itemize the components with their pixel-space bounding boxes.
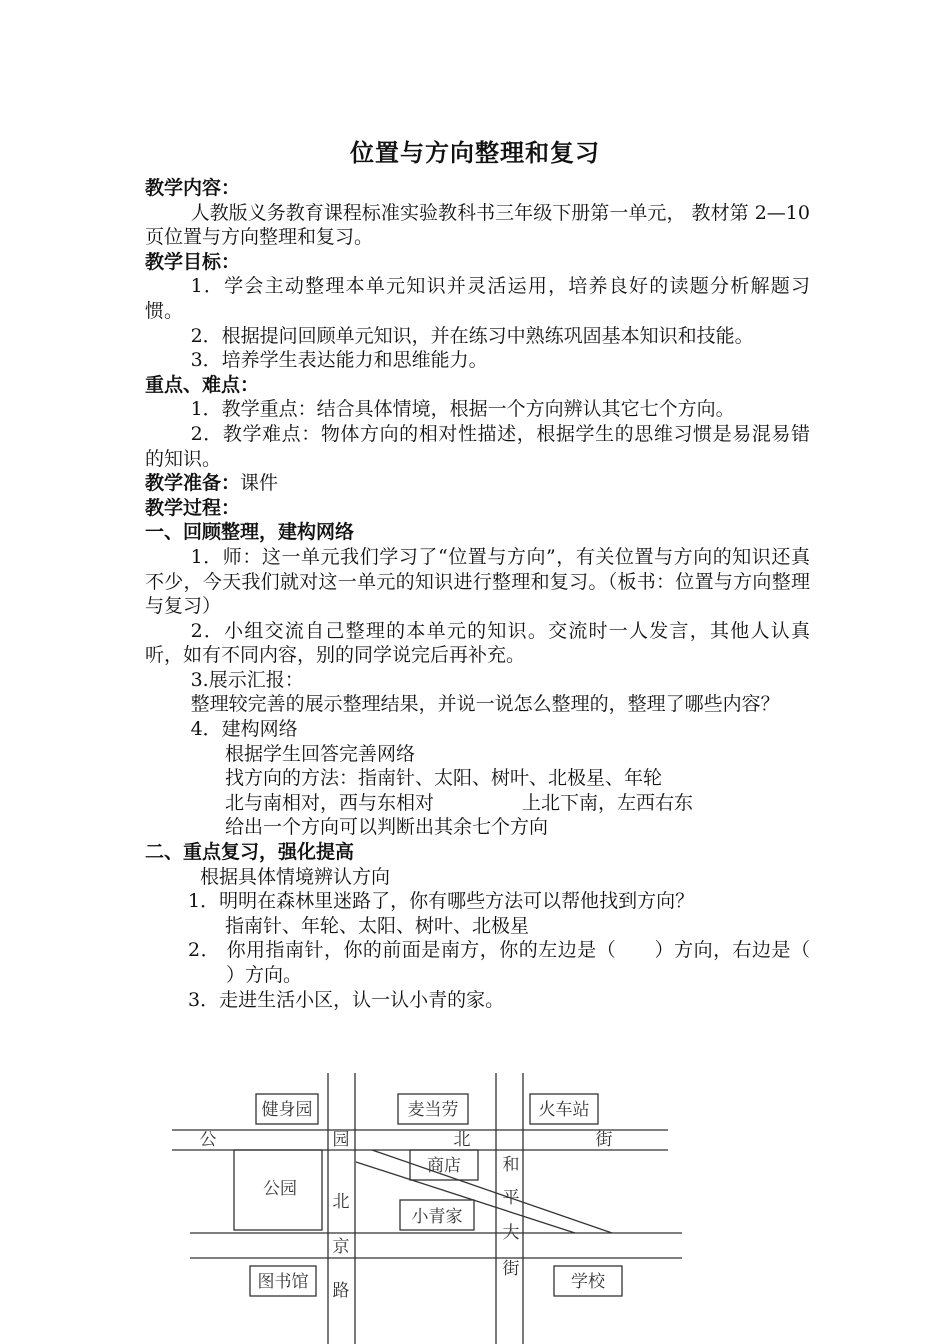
road-char-gong: 公 (199, 1130, 217, 1150)
mcdonalds-label: 麦当劳 (407, 1100, 459, 1120)
heading-part-2: 二、重点复习，强化提高 (145, 841, 355, 864)
gym-label: 健身园 (261, 1100, 313, 1120)
road-char-he: 和 (502, 1155, 520, 1175)
network-opposites: 北与南相对，西与东相对 (225, 791, 435, 814)
content-text: 人教版义务教育课程标准实验教科书三年级下册第一单元， 教材第 2—10 页位置与方向整理和复习。 (145, 201, 810, 249)
part1-item-3-detail: 整理较完善的展示整理结果，并说一说怎么整理的，整理了哪些内容？ (190, 693, 780, 716)
road-char-da: 大 (502, 1223, 520, 1243)
school-label: 学校 (571, 1272, 605, 1292)
xiaoqing-home-label: 小青家 (411, 1207, 463, 1227)
library-label: 图书馆 (257, 1272, 309, 1292)
q2-part-b: ）方向，右边是（ (654, 939, 810, 962)
diagonal-road-top (372, 1150, 612, 1233)
heading-key-points: 重点、难点： (145, 373, 260, 396)
road-char-lu: 路 (332, 1281, 350, 1301)
network-line-4: 给出一个方向可以判断出其余七个方向 (225, 816, 549, 839)
heading-goals: 教学目标： (145, 250, 241, 273)
part1-item-2: 2．小组交流自己整理的本单元的知识。交流时一人发言，其他人认真听，如有不同内容，别的同学说完后再补充。 (145, 619, 810, 667)
road-char-jing: 京 (332, 1237, 350, 1257)
goal-2: 2．根据提问回顾单元知识，并在练习中熟练巩固基本知识和技能。 (190, 324, 754, 347)
shop-label: 商店 (427, 1156, 461, 1176)
heading-process: 教学过程： (145, 496, 241, 519)
part1-item-1: 1．师：这一单元我们学习了“位置与方向”，有关位置与方向的知识还真不少，今天我们就对这一单元的知识进行整理和复习。（板书：位置与方向整理与复习） (145, 545, 810, 618)
goal-3: 3．培养学生表达能力和思维能力。 (190, 349, 488, 372)
goal-1: 1．学会主动整理本单元知识并灵活运用，培养良好的读题分析解题习惯。 (145, 275, 810, 322)
park-label: 公园 (263, 1179, 297, 1199)
part1-item-3: 3.展示汇报： (190, 668, 304, 691)
part1-item-4: 4．建构网络 (190, 718, 298, 741)
part2-answer-1: 指南针、年轮、太阳、树叶、北极星 (225, 914, 530, 937)
part2-intro: 根据具体情境辨认方向 (200, 865, 391, 888)
network-line-2: 找方向的方法：指南针、太阳、树叶、北极星、年轮 (225, 767, 663, 790)
part2-question-1: 1．明明在森林里迷路了，你有哪些方法可以帮他找到方向？ (188, 890, 695, 913)
road-char-bei: 北 (453, 1130, 471, 1150)
road-char-ping: 平 (502, 1188, 520, 1208)
heading-prep: 教学准备： (145, 472, 241, 495)
heading-part-1: 一、回顾整理，建构网络 (145, 521, 355, 544)
road-char-bei2: 北 (332, 1192, 350, 1212)
road-char-jie2: 街 (502, 1259, 520, 1279)
page-title: 位置与方向整理和复习 (350, 138, 600, 167)
key-point-1: 1．教学重点：结合具体情境，根据一个方向辨认其它七个方向。 (190, 398, 735, 421)
key-point-2: 2．教学难点：物体方向的相对性描述，根据学生的思维习惯是易混易错的知识。 (145, 422, 810, 470)
prep-text: 课件 (240, 472, 279, 495)
train-station-label: 火车站 (538, 1100, 590, 1120)
part2-question-3: 3．走进生活小区，认一认小青的家。 (188, 988, 505, 1011)
road-char-jie: 街 (595, 1130, 613, 1150)
q2-part-a: 2． 你用指南针，你的前面是南方，你的左边是（ (188, 939, 617, 962)
q2-part-c: ）方向。 (226, 964, 303, 986)
road-char-yuan: 园 (332, 1130, 350, 1150)
network-line-1: 根据学生回答完善网络 (225, 742, 416, 765)
diagonal-road-bottom (356, 1162, 575, 1233)
network-map-rule: 上北下南，左西右东 (522, 791, 694, 814)
heading-content: 教学内容： (145, 177, 241, 199)
